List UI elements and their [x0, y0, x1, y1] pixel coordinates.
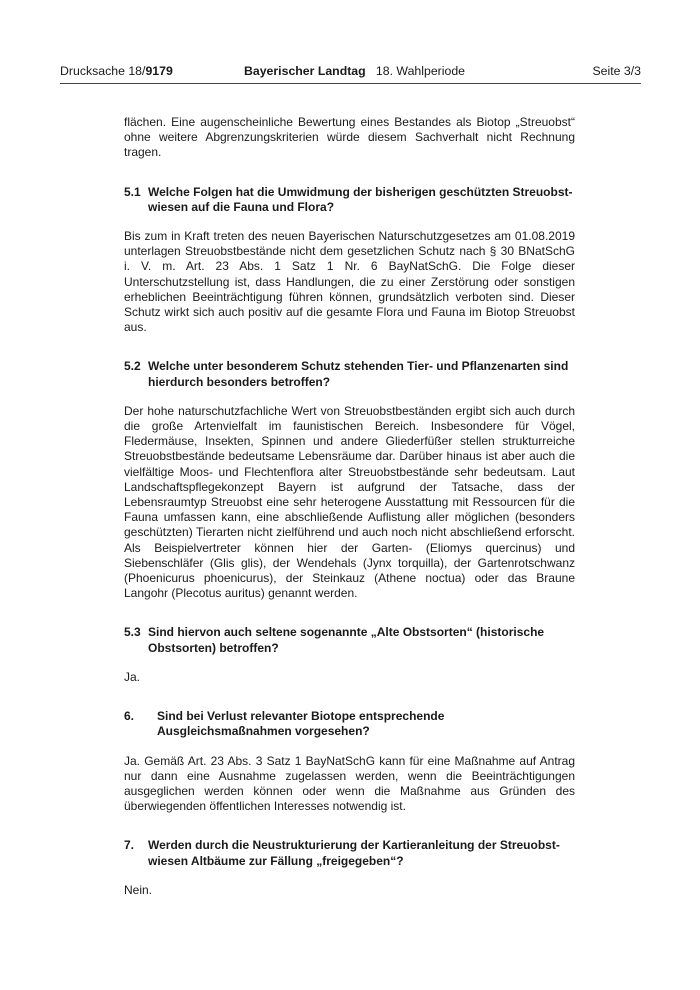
question-text: Werden durch die Neustrukturierung der Kartieranleitung der Streuobstwiesen Altbäume zur Fällung „freigegeben“?: [148, 838, 560, 868]
question-text: Welche unter besonderem Schutz stehenden Tier- und Pflanzenarten sind hierdurch besonders betroffen?: [148, 359, 569, 389]
question-text: Sind bei Verlust relevanter Biotope entsprechende Ausgleichsmaßnahmen vorgesehen?: [157, 709, 445, 739]
question-number: 7.: [124, 838, 135, 853]
question-number: 6.: [124, 709, 135, 724]
answer-5-1: Bis zum in Kraft treten des neuen Bayerischen Naturschutzgesetzes am 01.08.2019 unterlagen Streuobstbestände nicht dem gesetzlichen Schutz nach § 30 BNatSchG i. V. m. Art. 23 Abs. 1 Satz 1 Nr. 6 BayNatSchG. Die Folge dieser Unterschutzstellung ist, dass Handlungen, die zu einer Zerstörung oder sonstigen erheblichen Beeinträchtigung führen können, grundsätzlich verboten sind. Dieser Schutz wirkt sich auch positiv auf die gesamte Flora und Fauna im Biotop Streuobst aus.: [124, 229, 575, 335]
page-indicator: Seite 3/3: [592, 64, 641, 78]
question-number: 5.1: [124, 184, 141, 199]
intro-paragraph: flächen. Eine augenscheinliche Bewertung eines Bestandes als Biotop „Streuobst“ ohne weitere Abgrenzungskriterien würde diesem Sachverhalt nicht Rechnung tragen.: [124, 115, 575, 160]
question-text: Sind hiervon auch seltene sogenannte „Alte Obstsorten“ (historische Obstsorten) betroffen?: [148, 625, 545, 655]
question-5-3: [124, 625, 575, 655]
answer-6: Ja. Gemäß Art. 23 Abs. 3 Satz 1 BayNatSchG kann für eine Maßnahme auf Antrag nur dann eine Ausnahme zugelassen werden, wenn die Beeinträchtigungen ausgeglichen werden können oder wenn die Maßnahme aus Gründen des überwiegenden öffentlichen Interesses notwendig ist.: [124, 753, 575, 814]
question-number: 5.3: [124, 625, 141, 640]
document-body: [124, 115, 575, 898]
answer-7: Nein.: [124, 882, 153, 897]
answer-5-3: Ja.: [124, 669, 141, 684]
question-5-1: [124, 185, 575, 215]
header-divider: [60, 83, 641, 84]
question-7: [124, 838, 575, 868]
question-5-2: [124, 359, 575, 389]
question-text: Welche Folgen hat die Umwidmung der bisherigen geschützten Streuobstwiesen auf die Fauna und Flora?: [148, 184, 573, 214]
answer-5-2: Der hohe naturschutzfachliche Wert von Streuobstbeständen ergibt sich auch durch die große Artenvielfalt im faunistischen Bereich. Insbesondere für Vögel, Fledermäuse, Insekten, Spinnen und andere Gliederfüßer stellen strukturreiche Streuobstbestände bedeutsame Lebensräume dar. Darüber hinaus ist aber auch die vielfältige Moos- und Flechtenflora alter Streuobstbestände sehr bedeutsam. Laut Landschaftspflegekonzept Bayern ist aufgrund der Tatsache, dass der Lebensraumtyp Streuobst eine sehr heterogene Ausstattung mit Ressourcen für die Fauna umfassen kann, eine abschließende Auflistung aller möglichen (besonders geschützten) Tierarten nicht zielführend und auch noch nicht abschließend erforscht. Als Beispielvertreter können hier der Garten- (Eliomys quercinus) und Siebenschläfer (Glis glis), der Wendehals (Jynx torquilla), der Gartenrotschwanz (Phoenicurus phoenicurus), der Steinkauz (Athene noctua) oder das Braune Langohr (Plecotus auritus) genannt werden.: [124, 403, 575, 601]
question-number: 5.2: [124, 359, 141, 374]
document-number: Drucksache 18/9179: [60, 64, 173, 78]
question-6: [124, 709, 575, 739]
page-header: [60, 64, 641, 82]
header-institution: Bayerischer Landtag 18. Wahlperiode: [244, 64, 465, 78]
